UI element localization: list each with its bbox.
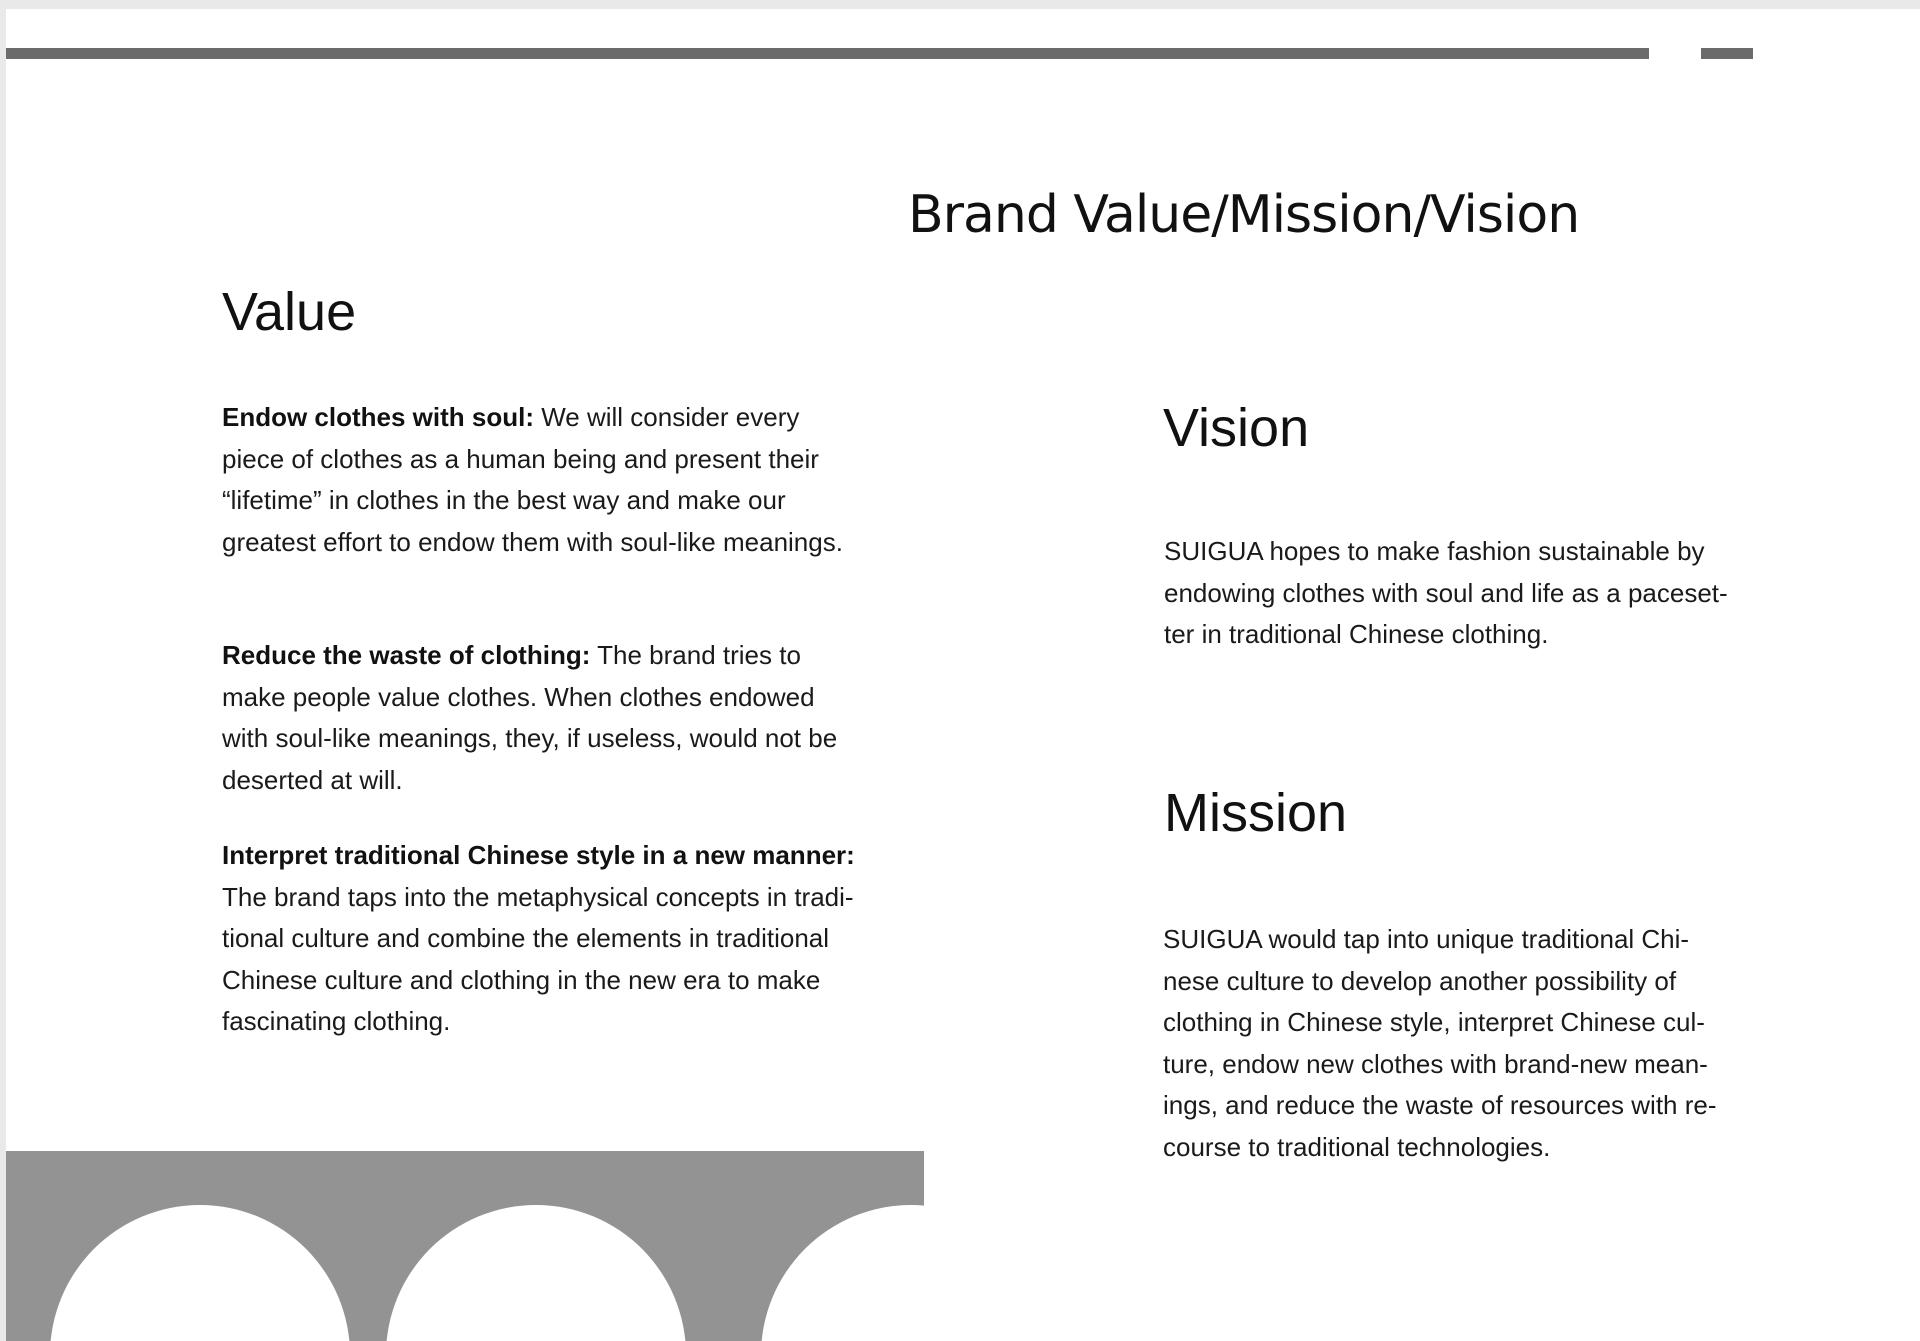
vision-text-line: endowing clothes with soul and life as a paceset- — [1164, 577, 1728, 608]
header-rule — [6, 48, 1649, 59]
mission-text-line: nese culture to develop another possibility of — [1163, 965, 1677, 996]
decorative-arch-block — [6, 1151, 924, 1341]
decorative-circle — [386, 1205, 686, 1341]
vision-heading: Vision — [1163, 398, 1310, 458]
value-item-soul — [222, 397, 843, 563]
value-item-text-line: make people value clothes. When clothes endowed — [222, 681, 815, 712]
mission-text-line: SUIGUA would tap into unique traditional Chi- — [1163, 924, 1690, 954]
value-item-text-line: piece of clothes as a human being and present their — [222, 443, 819, 474]
value-item-text-line: with soul-like meanings, they, if useless, would not be — [222, 723, 838, 753]
document-page — [6, 9, 1920, 1341]
value-item-label: Endow clothes with soul: — [222, 402, 534, 432]
value-item-text-line: tional culture and combine the elements in traditional — [222, 923, 830, 953]
value-item-text-line: The brand tries to — [590, 640, 801, 670]
value-item-text-line: deserted at will. — [222, 764, 403, 795]
value-item-text-line: fascinating clothing. — [222, 1006, 451, 1036]
value-item-label: Reduce the waste of clothing: — [222, 640, 591, 670]
header-rule-accent — [1701, 48, 1753, 59]
vision-text-line: ter in traditional Chinese clothing. — [1164, 619, 1549, 649]
mission-text-line: clothing in Chinese style, interpret Chinese cul- — [1163, 1007, 1705, 1037]
mission-text-line: course to traditional technologies. — [1163, 1131, 1551, 1162]
value-item-reduce-waste — [222, 635, 837, 801]
value-item-text-line: “lifetime” in clothes in the best way and make our — [222, 485, 786, 515]
mission-text-line: ings, and reduce the waste of resources with re- — [1163, 1090, 1717, 1120]
value-item-text-line: The brand taps into the metaphysical concepts in tradi- — [222, 881, 854, 912]
vision-text-line: SUIGUA hopes to make fashion sustainable by — [1164, 536, 1705, 566]
decorative-circle — [761, 1205, 924, 1341]
mission-text — [1163, 919, 1717, 1168]
vision-text — [1164, 531, 1728, 656]
page-title: Brand Value/Mission/Vision — [908, 185, 1580, 245]
value-item-text-line: We will consider every — [534, 402, 800, 432]
mission-heading: Mission — [1164, 783, 1348, 843]
value-item-label: Interpret traditional Chinese style in a new manner: — [222, 840, 855, 870]
value-item-chinese-style — [222, 835, 855, 1043]
value-item-text-line: greatest effort to endow them with soul-like meanings. — [222, 526, 843, 557]
mission-text-line: ture, endow new clothes with brand-new mean- — [1163, 1048, 1708, 1079]
value-heading: Value — [222, 282, 357, 342]
decorative-circle — [50, 1205, 350, 1341]
value-item-text-line: Chinese culture and clothing in the new era to make — [222, 964, 821, 995]
